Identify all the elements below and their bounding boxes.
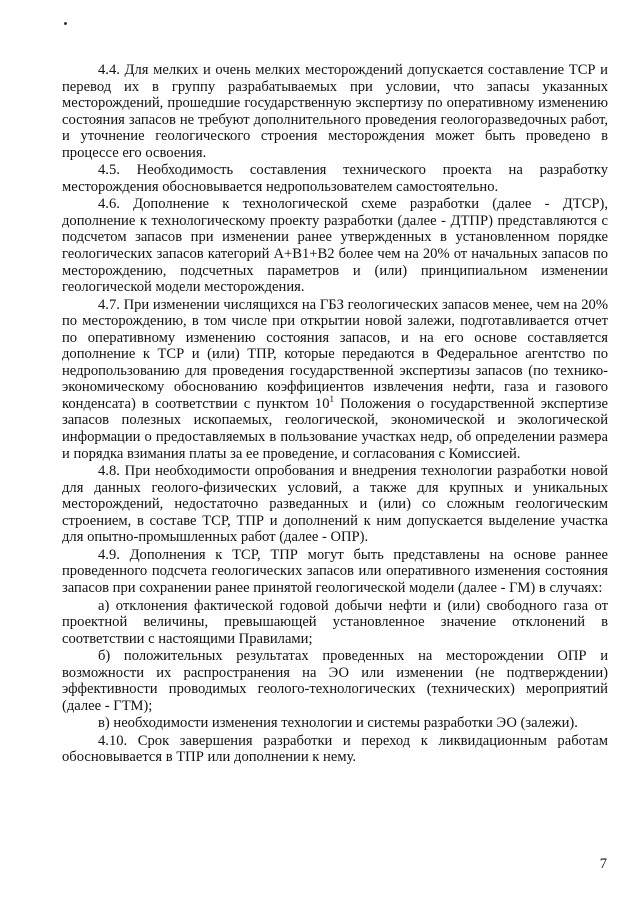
- paragraph-4-5: 4.5. Необходимость составления технического проекта на разработку месторождения обосновывается недропользователем самостоятельно.: [62, 162, 608, 195]
- paragraph-4-10: 4.10. Срок завершения разработки и переход к ликвидационным работам обосновывается в ТПР или дополнении к нему.: [62, 732, 608, 766]
- paragraph-4-7-main: 4.7. При изменении числящихся на ГБЗ геологических запасов менее, чем на 20% по месторождению, в том числе при открытии новой залежи, подготавливается отчет по оперативному изменению состояния запасов, и на его основе составляется дополнение к ТСР и (или) ТПР, которые передаются в Федеральное агентство по недропользованию для проведения государственной экспертизы запасов (по технико-экономическому обоснованию коэффициентов извлечения нефти, газа и газового конденсата) в соответствии с пунктом 10: [62, 296, 608, 412]
- paragraph-4-8: 4.8. При необходимости опробования и внедрения технологии разработки новой для данных геолого-физических условий, а также для крупных и уникальных месторождений, недостаточно разведанных и (или) со сложным геологическим строением, в составе ТСР, ТПР и дополнений к ним допускается выделение участка для опытно-промышленных работ (далее - ОПР).: [62, 463, 608, 546]
- paragraph-4-9: 4.9. Дополнения к ТСР, ТПР могут быть представлены на основе раннее проведенного подсчета геологических запасов или оперативного изменения состояния запасов при сохранении ранее принятой геологической модели (далее - ГМ) в случаях:: [62, 546, 608, 596]
- paragraph-4-4: 4.4. Для мелких и очень мелких месторождений допускается составление ТСР и перевод их в группу разрабатываемых при условии, что запасы указанных месторождений, прошедшие государственную экспертизу по оперативному изменению состояния запасов не требуют дополнительного проведения геологоразведочных работ, и уточнение геологического строения месторождения может быть проведено в процессе его освоения.: [62, 62, 608, 161]
- scan-mark: [64, 22, 68, 26]
- list-item-c: в) необходимости изменения технологии и системы разработки ЭО (залежи).: [98, 715, 578, 732]
- footnote-marker: 1: [329, 394, 335, 405]
- page-number: 7: [599, 856, 607, 872]
- paragraph-4-7: [62, 297, 608, 462]
- document-body: [62, 62, 608, 767]
- list-item-a: а) отклонения фактической годовой добычи нефти и (или) свободного газа от проектной величины, превышающей установленное значение отклонений в соответствии с настоящими Правилами;: [62, 597, 608, 647]
- list-item-b: б) положительных результатах проведенных на месторождении ОПР и возможности их распространения на ЭО или изменении (не подтверждении) эффективности проводимых геолого-технологических (технических) мероприятий (далее - ГТМ);: [62, 648, 608, 714]
- paragraph-4-7-rest: Положения о государственной экспертизе запасов полезных ископаемых, геологической, экономической и экологической информации о предоставляемых в пользование участках недр, об определении размера и порядка взимания платы за ее проведение, и согласования с Комиссией.: [62, 395, 608, 462]
- paragraph-4-6: 4.6. Дополнение к технологической схеме разработки (далее - ДТСР), дополнение к технологическому проекту разработки (далее - ДТПР) представляются с подсчетом запасов при изменении ранее утвержденных в установленном порядке геологических запасов категорий A+B1+B2 более чем на 20% от начальных запасов по месторождению, подсчетных параметров и (или) принципиальном изменении геологической модели месторождения.: [62, 196, 608, 296]
